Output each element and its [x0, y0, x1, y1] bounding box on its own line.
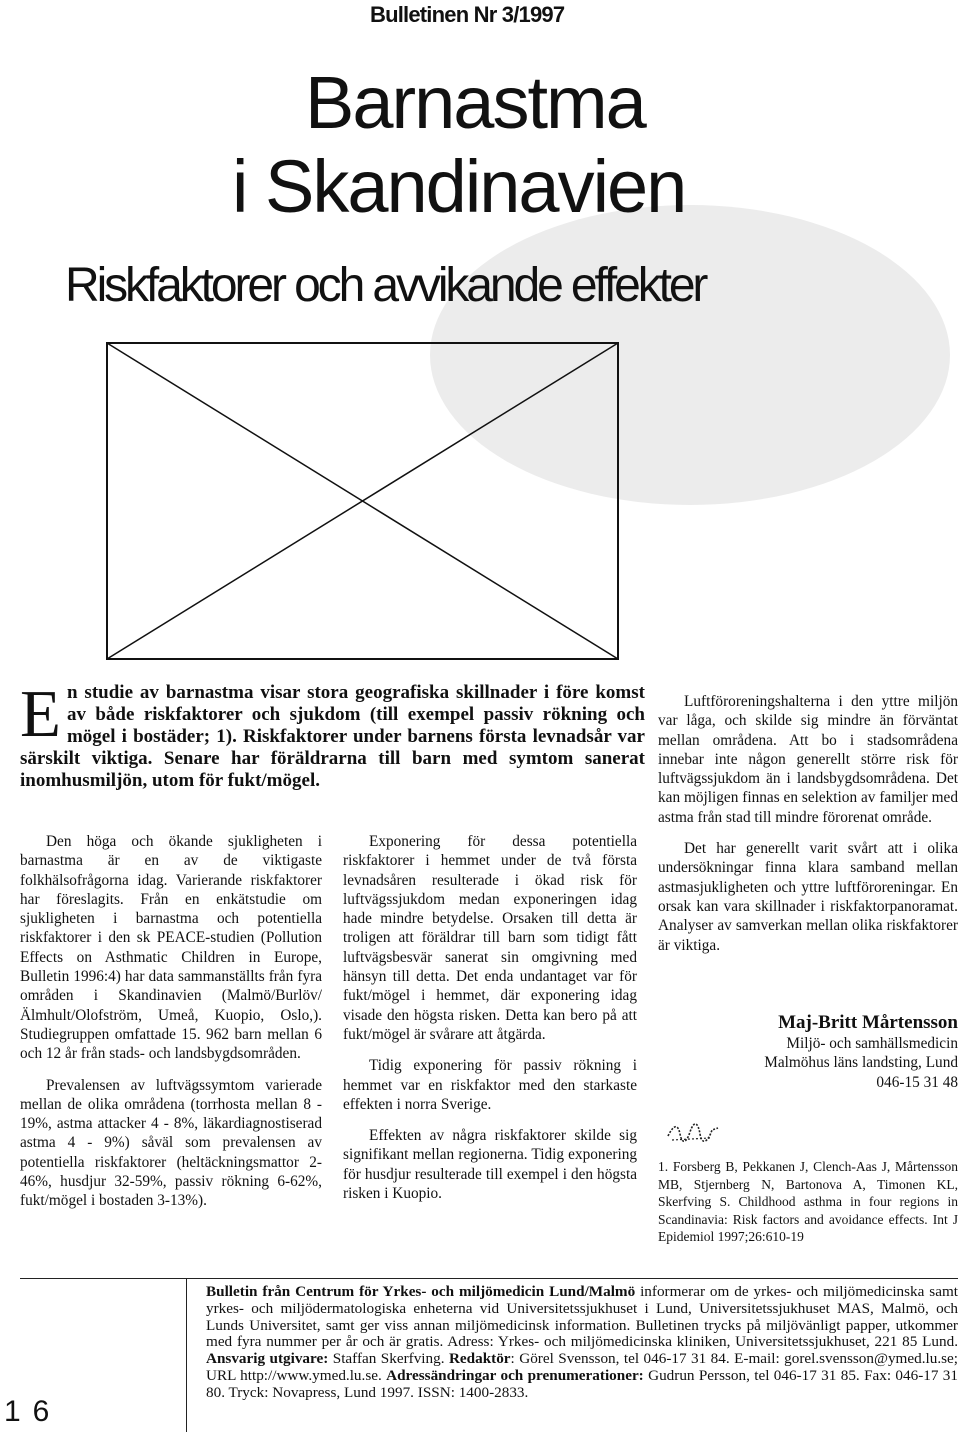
paragraph: Exponering för dessa potentiella riskfaktorer i hemmet under de två första levnadsåren resulterade i ökad risk för luftvägssjukdom medan exponeringen idag hade mindre betydelse. Orsaken till detta är troligen att föräldrar till barn som tidigt fått luftvägsbesvär sanerat sin omgivning med hänsyn till detta. Det enda undantaget var för fukt/mögel i hemmet, där exponering idag visade den högsta risken. Detta kan bero på att fukt/mögel är svårare att åtgärda.: [343, 833, 637, 1043]
author-name: Maj-Britt Mårtensson: [778, 1012, 958, 1033]
paragraph: Prevalensen av luftvägssymtom varierade mellan de olika områdena (torrhosta mellan 8 - 19%, astma attacker 4 - 8%, läkardiagnostiserad astma 4 - 9%) såväl som prevalensen av potentiella riskfaktorer (heltäckningsmattor 2-46%, husdjur 32-59%, passiv rökning 6-62%, fukt/mögel i bostaden 3-13%).: [20, 1076, 322, 1210]
paragraph: Det har generellt varit svårt att i olika undersökningar finna klara samband mellan astmasjukligheten och yttre luftföroreningar. En orsak kan vara skillnader i riskfaktorpanoramat. Analyser av samverkan mellan olika riskfaktorer är viktiga.: [658, 840, 958, 954]
image-placeholder: [106, 342, 619, 660]
paragraph: Den höga och ökande sjukligheten i barnastma är en av de viktigaste folkhälsofrågorna idag. Varierande riskfaktorer har föreslagits. Från en enkätstudie om sjukligheten i barnastma och potentiella riskfaktorer i den sk PEACE-studien (Pollution Effects on Asthmatic Children in Europe, Bulletin 1996:4) har data sammanställts från fyra områden i Skandinavien (Malmö/Burlöv/Älmhult/Olofström, Umeå, Kuopio, Oslo,). Studiegruppen omfattade 15. 962 barn mellan 6 och 12 år från stads- och landsbygdsområden.: [20, 833, 322, 1063]
footer-bold-responsible: Ansvarig utgivare:: [206, 1350, 329, 1368]
footer-bold-subscriptions: Adressändringar och prenumerationer:: [386, 1366, 644, 1384]
issue-label: Bulletinen Nr 3/1997: [370, 2, 565, 27]
author-block: [700, 1012, 958, 1092]
author-phone: 046-15 31 48: [876, 1073, 958, 1091]
drop-cap: E: [20, 677, 61, 751]
page-subtitle: Riskfaktorer och avvikande effekter: [65, 259, 706, 312]
footer-description: informerar om de yrkes- och miljömedicinska samt yrkes- och miljödermatologiska enheterna vid Universitetssjukhuset i Lund, Universitetssjukhuset MAS, Malmö, och Lunds Universitet, samt ger viss annan miljömedicinsk information. Bulletinen trycks på miljövänligt papper, utkommer med fyra nummer per år och är gratis. Adress: Yrkes- och miljömedicinska kliniken, Universitetssjukhuset, 221 85 Lund.: [206, 1283, 958, 1351]
lead-paragraph: [20, 677, 645, 792]
author-organization: Malmöhus läns landsting, Lund: [764, 1054, 958, 1072]
footer-vertical-divider: [186, 1278, 187, 1432]
page-title-line2: i Skandinavien: [232, 145, 686, 228]
footer-editor-contact: : Görel Svensson, tel 046-17 31 84. E-mail: gorel.svensson@ymed.lu.se; URL http://www.ymed.lu.se.: [206, 1350, 958, 1384]
column-1: [20, 832, 322, 1223]
page-title-line1: Barnastma: [305, 61, 645, 144]
author-affiliation: Miljö- och samhällsmedicin: [786, 1035, 958, 1052]
page-number: 16: [4, 1395, 62, 1428]
paragraph: Effekten av några riskfaktorer skilde sig signifikant mellan regionerna. Tidig exponering för husdjur resulterade till exempel i den högsta risken i Kuopio.: [343, 1127, 637, 1203]
lead-text: n studie av barnastma visar stora geografiska skillnader i före komst av både riskfaktorer och sjukdom (till exempel passiv rökning och mögel i bostäder; 1). Riskfaktorer under barnens första levnadsår var särskilt viktiga. Senare har föräldrarna till barn med symtom sanerat inomhusmiljön, utom för fukt/mögel.: [20, 682, 645, 791]
signature-mark: [666, 1118, 726, 1148]
footer-bold-editor: Redaktör: [448, 1350, 511, 1368]
footer-bold-publisher: Bulletin från Centrum för Yrkes- och miljömedicin Lund/Malmö: [206, 1283, 636, 1300]
reference-list: 1. Forsberg B, Pekkanen J, Clench-Aas J, Mårtensson MB, Stjernberg N, Bartonova A, Timonen KL, Skerfving S. Childhood asthma in four regions in Scandinavia: Risk factors and avoidance effects. Int J Epidemiol 1997;26:610-19: [658, 1159, 958, 1244]
column-3: [658, 692, 958, 967]
footer-responsible-name: Staffan Skerfving.: [328, 1350, 449, 1368]
footer-subscription-contact: Gudrun Persson, tel 046-17 31 85. Fax: 046-17 31 80. Tryck: Novapress, Lund 1997. ISSN: 1400-2833.: [206, 1366, 958, 1401]
column-2: [343, 832, 637, 1215]
paragraph: Luftföroreningshalterna i den yttre miljön var låga, och skilde sig mindre än förväntat mellan områdena. Att bo i stadsområdena innebar inte någon generellt större risk för luftvägssjukdom än i landsbygdsområdena. Det kan möjligen finnas en selektion av familjer med astma från stad till mindre förorenat område.: [658, 693, 958, 826]
footer-divider: [20, 1278, 958, 1279]
footer-text: [206, 1284, 958, 1402]
paragraph: Tidig exponering för passiv rökning i hemmet var en riskfaktor med den starkaste effekten i norra Sverige.: [343, 1057, 637, 1113]
